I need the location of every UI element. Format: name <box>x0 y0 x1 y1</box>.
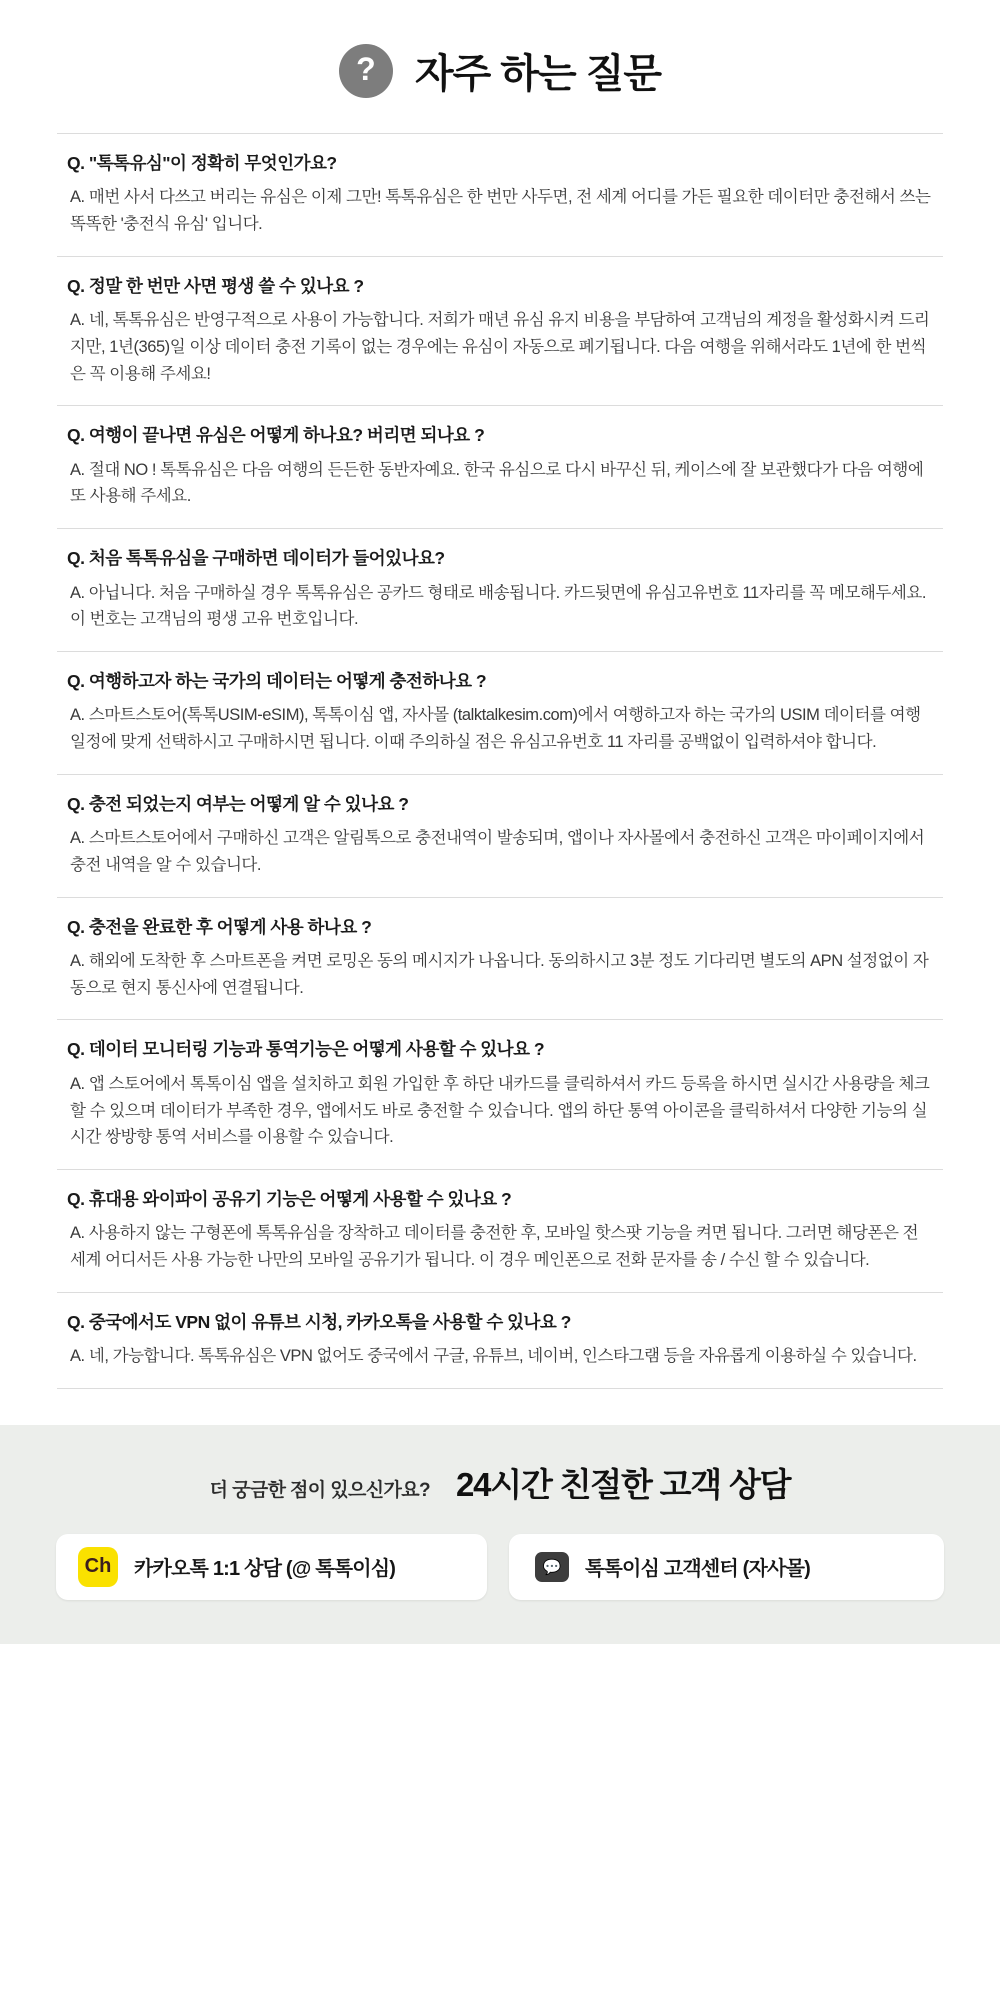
faq-question: Q. 중국에서도 VPN 없이 유튜브 시청, 카카오톡을 사용할 수 있나요 ? <box>67 1311 571 1332</box>
faq-question: Q. "톡톡유심"이 정확히 무엇인가요? <box>67 153 337 173</box>
faq-answer: A. 해외에 도착한 후 스마트폰을 켜면 로밍온 동의 메시지가 나옵니다. 동의하시고 3분 정도 기다리면 별도의 APN 설정없이 자동으로 현지 통신사에 연결됩니다. <box>70 951 929 997</box>
contact-heading <box>56 1459 944 1506</box>
faq-item[interactable] <box>57 257 943 407</box>
contact-subtitle: 더 궁금한 점이 있으신가요? <box>209 1479 430 1501</box>
faq-answer: A. 앱 스토어에서 톡톡이심 앱을 설치하고 회원 가입한 후 하단 내카드를 클릭하셔서 카드 등록을 하시면 실시간 사용량을 체크할 수 있으며 데이터가 부족한 경우, 앱에서도 바로 충전할 수 있습니다. 앱의 하단 통역 아이콘을 클릭하셔서 다양한 기능의 실시간 쌍방향 통역 서비스를 이용할 수 있습니다. <box>70 1074 930 1147</box>
contact-title: 24시간 친절한 고객 상담 <box>456 1465 791 1503</box>
question-mark-icon: ? <box>339 44 393 98</box>
contact-section <box>0 1425 1000 1644</box>
faq-answer: A. 스마트스토어(톡톡USIM-eSIM), 톡톡이심 앱, 자사몰 (talktalkesim.com)에서 여행하고자 하는 국가의 USIM 데이터를 여행일정에 맞게 선택하시고 구매하시면 됩니다. 이때 주의하실 점은 유심고유번호 11 자리를 공백없이 입력하셔야 합니다. <box>70 706 921 752</box>
faq-question: Q. 여행이 끝나면 유심은 어떻게 하나요? 버리면 되나요 ? <box>67 425 485 446</box>
faq-question: Q. 처음 톡톡유심을 구매하면 데이터가 들어있나요? <box>67 548 445 569</box>
faq-item[interactable] <box>57 775 943 898</box>
contact-buttons <box>56 1534 944 1600</box>
faq-item[interactable] <box>57 529 943 652</box>
customer-center-button[interactable] <box>509 1534 944 1600</box>
faq-item[interactable] <box>57 1170 943 1293</box>
faq-answer: A. 사용하지 않는 구형폰에 톡톡유심을 장착하고 데이터를 충전한 후, 모바일 핫스팟 기능을 켜면 됩니다. 그러면 해당폰은 전 세계 어디서든 사용 가능한 나만의 모바일 공유기가 됩니다. 이 경우 메인폰으로 전화 문자를 송 / 수신 할 수 있습니다. <box>70 1224 919 1270</box>
faq-item[interactable] <box>57 134 943 257</box>
faq-item[interactable] <box>57 898 943 1021</box>
faq-answer: A. 네, 가능합니다. 톡톡유심은 VPN 없어도 중국에서 구글, 유튜브, 네이버, 인스타그램 등을 자유롭게 이용하실 수 있습니다. <box>70 1347 917 1366</box>
faq-answer: A. 절대 NO ! 톡톡유심은 다음 여행의 든든한 동반자예요. 한국 유심으로 다시 바꾸신 뒤, 케이스에 잘 보관했다가 다음 여행에 또 사용해 주세요. <box>70 460 924 506</box>
faq-question: Q. 정말 한 번만 사면 평생 쓸 수 있나요 ? <box>67 275 364 296</box>
faq-item[interactable] <box>57 1020 943 1170</box>
faq-item[interactable] <box>57 406 943 529</box>
faq-question: Q. 충전 되었는지 여부는 어떻게 알 수 있나요 ? <box>67 793 409 814</box>
kakao-chat-label: 카카오톡 1:1 상담 (@ 톡톡이심) <box>134 1558 396 1581</box>
faq-answer: A. 스마트스토어에서 구매하신 고객은 알림톡으로 충전내역이 발송되며, 앱이나 자사몰에서 충전하신 고객은 마이페이지에서 충전 내역을 알 수 있습니다. <box>70 829 925 874</box>
faq-header <box>0 0 1000 133</box>
kakao-chat-button[interactable] <box>56 1534 487 1600</box>
faq-answer: A. 아닙니다. 처음 구매하실 경우 톡톡유심은 공카드 형태로 배송됩니다. 카드뒷면에 유심고유번호 11자리를 꼭 메모해두세요. 이 번호는 고객님의 평생 고유 번호입니다. <box>70 583 927 629</box>
customer-center-label: 톡톡이심 고객센터 (자사몰) <box>585 1558 810 1581</box>
faq-list <box>57 133 943 1389</box>
faq-question: Q. 데이터 모니터링 기능과 통역기능은 어떻게 사용할 수 있나요 ? <box>67 1039 545 1060</box>
faq-item[interactable] <box>57 652 943 775</box>
faq-question: Q. 휴대용 와이파이 공유기 기능은 어떻게 사용할 수 있나요 ? <box>67 1188 512 1209</box>
faq-question: Q. 충전을 완료한 후 어떻게 사용 하나요 ? <box>67 916 372 937</box>
faq-answer: A. 매번 사서 다쓰고 버리는 유심은 이제 그만! 톡톡유심은 한 번만 사두면, 전 세계 어디를 가든 필요한 데이터만 충전해서 쓰는 똑똑한 '충전식 유심' 입니다. <box>70 188 931 234</box>
faq-question: Q. 여행하고자 하는 국가의 데이터는 어떻게 충전하나요 ? <box>67 670 487 691</box>
chat-bubble-icon: 💬 <box>535 1552 569 1582</box>
kakao-talk-icon: Ch <box>78 1547 118 1587</box>
faq-answer: A. 네, 톡톡유심은 반영구적으로 사용이 가능합니다. 저희가 매년 유심 유지 비용을 부담하여 고객님의 계정을 활성화시켜 드리지만, 1년(365)일 이상 데이터 충전 기록이 없는 경우에는 유심이 자동으로 폐기됩니다. 다음 여행을 위해서라도 1년에 한 번씩은 꼭 이용해 주세요! <box>70 311 930 383</box>
faq-item[interactable] <box>57 1293 943 1389</box>
page-title: 자주 하는 질문 <box>414 52 662 96</box>
